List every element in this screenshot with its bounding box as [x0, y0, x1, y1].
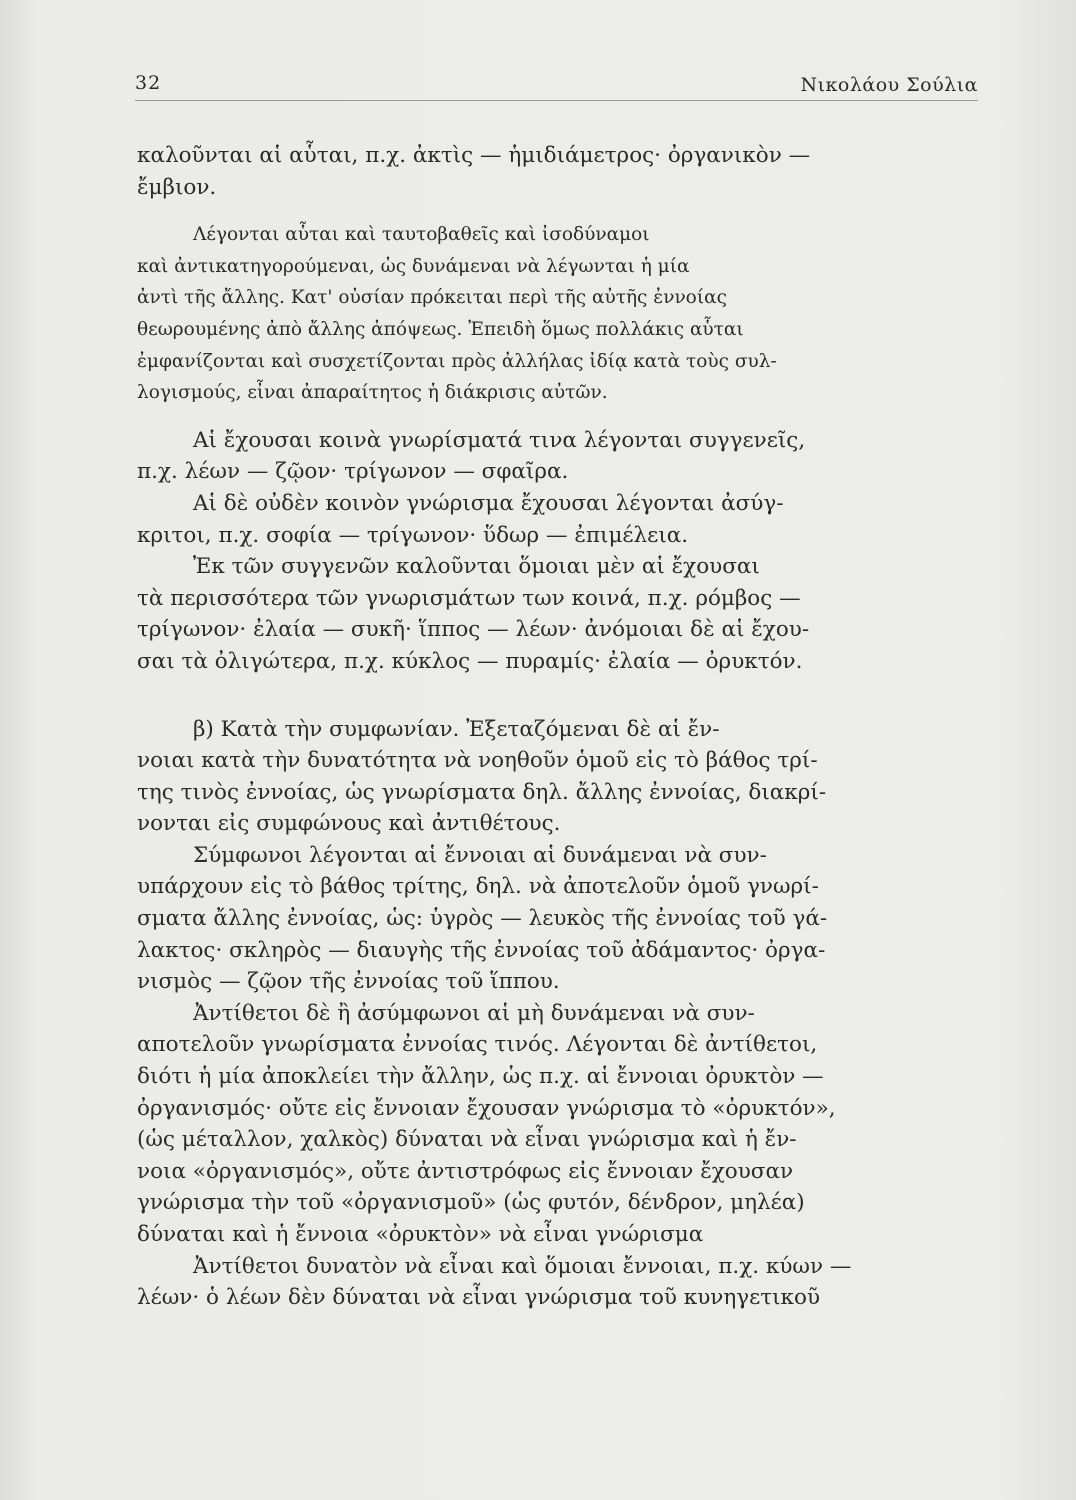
- body-text: [137, 140, 977, 1314]
- paragraph-gap: [137, 203, 977, 219]
- text-line: καλοῦνται αἱ αὗται, π.χ. ἀκτὶς — ἡμιδιάμετρος· ὀργανικὸν —: [137, 143, 811, 168]
- text-line: σαι τὰ ὀλιγώτερα, π.χ. κύκλος — πυραμίς· ἐλαία — ὀρυκτόν.: [137, 648, 803, 674]
- text-line: λέων· ὁ λέων δὲν δύναται νὰ εἶναι γνώρισμα τοῦ κυνηγετικοῦ: [137, 1285, 821, 1311]
- text-line: β) Κατὰ τὴν συμφωνίαν. Ἐξεταζόμεναι δὲ αἱ ἔν-: [193, 716, 720, 742]
- text-line: Ἀντίθετοι δυνατὸν νὰ εἶναι καὶ ὅμοιαι ἔννοιαι, π.χ. κύων —: [193, 1253, 852, 1279]
- text-line: κριτοι, π.χ. σοφία — τρίγωνον· ὕδωρ — ἐπιμέλεια.: [137, 522, 689, 548]
- text-line: καὶ ἀντικατηγορούμεναι, ὡς δυνάμεναι νὰ λέγωνται ἡ μία: [137, 255, 690, 277]
- text-line: Λέγονται αὗται καὶ ταυτοβαθεῖς καὶ ἰσοδύναμοι: [193, 224, 650, 246]
- text-line: Αἱ δὲ οὐδὲν κοινὸν γνώρισμα ἔχουσαι λέγονται ἀσύγ-: [193, 490, 784, 516]
- text-line: νοιαι κατὰ τὴν δυνατότητα νὰ νοηθοῦν ὁμοῦ εἰς τὸ βάθος τρί-: [137, 748, 818, 774]
- text-line: αποτελοῦν γνωρίσματα ἐννοίας τινός. Λέγονται δὲ ἀντίθετοι,: [137, 1032, 818, 1058]
- text-line: Αἱ ἔχουσαι κοινὰ γνωρίσματά τινα λέγονται συγγενεῖς,: [193, 427, 806, 453]
- text-line: τὰ περισσότερα τῶν γνωρισμάτων των κοινά, π.χ. ρόμβος —: [137, 585, 801, 611]
- text-line: π.χ. λέων — ζῷον· τρίγωνον — σφαῖρα.: [137, 459, 569, 485]
- text-line: σματα ἄλλης ἐννοίας, ὡς: ὑγρὸς — λευκὸς τῆς ἐννοίας τοῦ γά-: [137, 906, 828, 932]
- paragraph-gap: [137, 409, 977, 425]
- text-line: τρίγωνον· ἐλαία — συκῆ· ἵππος — λέων· ἀνόμοιαι δὲ αἱ ἔχου-: [137, 617, 810, 643]
- text-line: ἀντὶ τῆς ἄλλης. Κατ' οὐσίαν πρόκειται περὶ τῆς αὐτῆς ἐννοίας: [137, 287, 727, 309]
- text-line: υπάρχουν εἰς τὸ βάθος τρίτης, δηλ. νὰ ἀποτελοῦν ὁμοῦ γνωρί-: [137, 874, 819, 900]
- header-rule: [135, 100, 978, 101]
- text-line: Ἐκ τῶν συγγενῶν καλοῦνται ὅμοιαι μὲν αἱ ἔχουσαι: [193, 554, 760, 580]
- text-line: νοια «ὀργανισμός», οὔτε ἀντιστρόφως εἰς ἔννοιαν ἔχουσαν: [137, 1158, 794, 1184]
- text-line: γνώρισμα τὴν τοῦ «ὀργανισμοῦ» (ὡς φυτόν, δένδρον, μηλέα): [137, 1190, 805, 1216]
- text-line: δύναται καὶ ἡ ἔννοια «ὀρυκτὸν» νὰ εἶναι γνώρισμα: [137, 1222, 704, 1247]
- text-line: ἔμβιον.: [137, 174, 217, 200]
- page-number: 32: [135, 72, 162, 94]
- text-line: νονται εἰς συμφώνους καὶ ἀντιθέτους.: [137, 811, 561, 837]
- text-line: διότι ἡ μία ἀποκλείει τὴν ἄλλην, ὡς π.χ. αἱ ἔννοιαι ὀρυκτὸν —: [137, 1064, 824, 1090]
- text-line: της τινὸς ἐννοίας, ὡς γνωρίσματα δηλ. ἄλλης ἐννοίας, διακρί-: [137, 779, 827, 805]
- text-line: ἐμφανίζονται καὶ συσχετίζονται πρὸς ἀλλήλας ἰδίᾳ κατὰ τοὺς συλ-: [137, 350, 777, 372]
- text-line: (ὡς μέταλλον, χαλκὸς) δύναται νὰ εἶναι γνώρισμα καὶ ἡ ἔν-: [137, 1127, 797, 1153]
- text-line: λογισμούς, εἶναι ἀπαραίτητος ἡ διάκρισις αὐτῶν.: [137, 382, 608, 404]
- text-line: ὀργανισμός· οὔτε εἰς ἔννοιαν ἔχουσαν γνώρισμα τὸ «ὀρυκτόν»,: [137, 1095, 836, 1121]
- running-head: Νικολάου Σούλια: [800, 74, 978, 96]
- text-line: Ἀντίθετοι δὲ ἢ ἀσύμφωνοι αἱ μὴ δυνάμεναι νὰ συν-: [193, 1000, 755, 1026]
- text-line: Σύμφωνοι λέγονται αἱ ἔννοιαι αἱ δυνάμεναι νὰ συν-: [193, 842, 767, 868]
- text-line: θεωρουμένης ἀπὸ ἄλλης ἀπόψεως. Ἐπειδὴ ὅμως πολλάκις αὗται: [137, 318, 744, 340]
- text-line: λακτος· σκληρὸς — διαυγὴς τῆς ἐννοίας τοῦ ἀδάμαντος· ὀργα-: [137, 937, 826, 963]
- text-line: νισμὸς — ζῷον τῆς ἐννοίας τοῦ ἵππου.: [137, 969, 560, 995]
- section-gap: [137, 678, 977, 714]
- page-header: [135, 72, 978, 102]
